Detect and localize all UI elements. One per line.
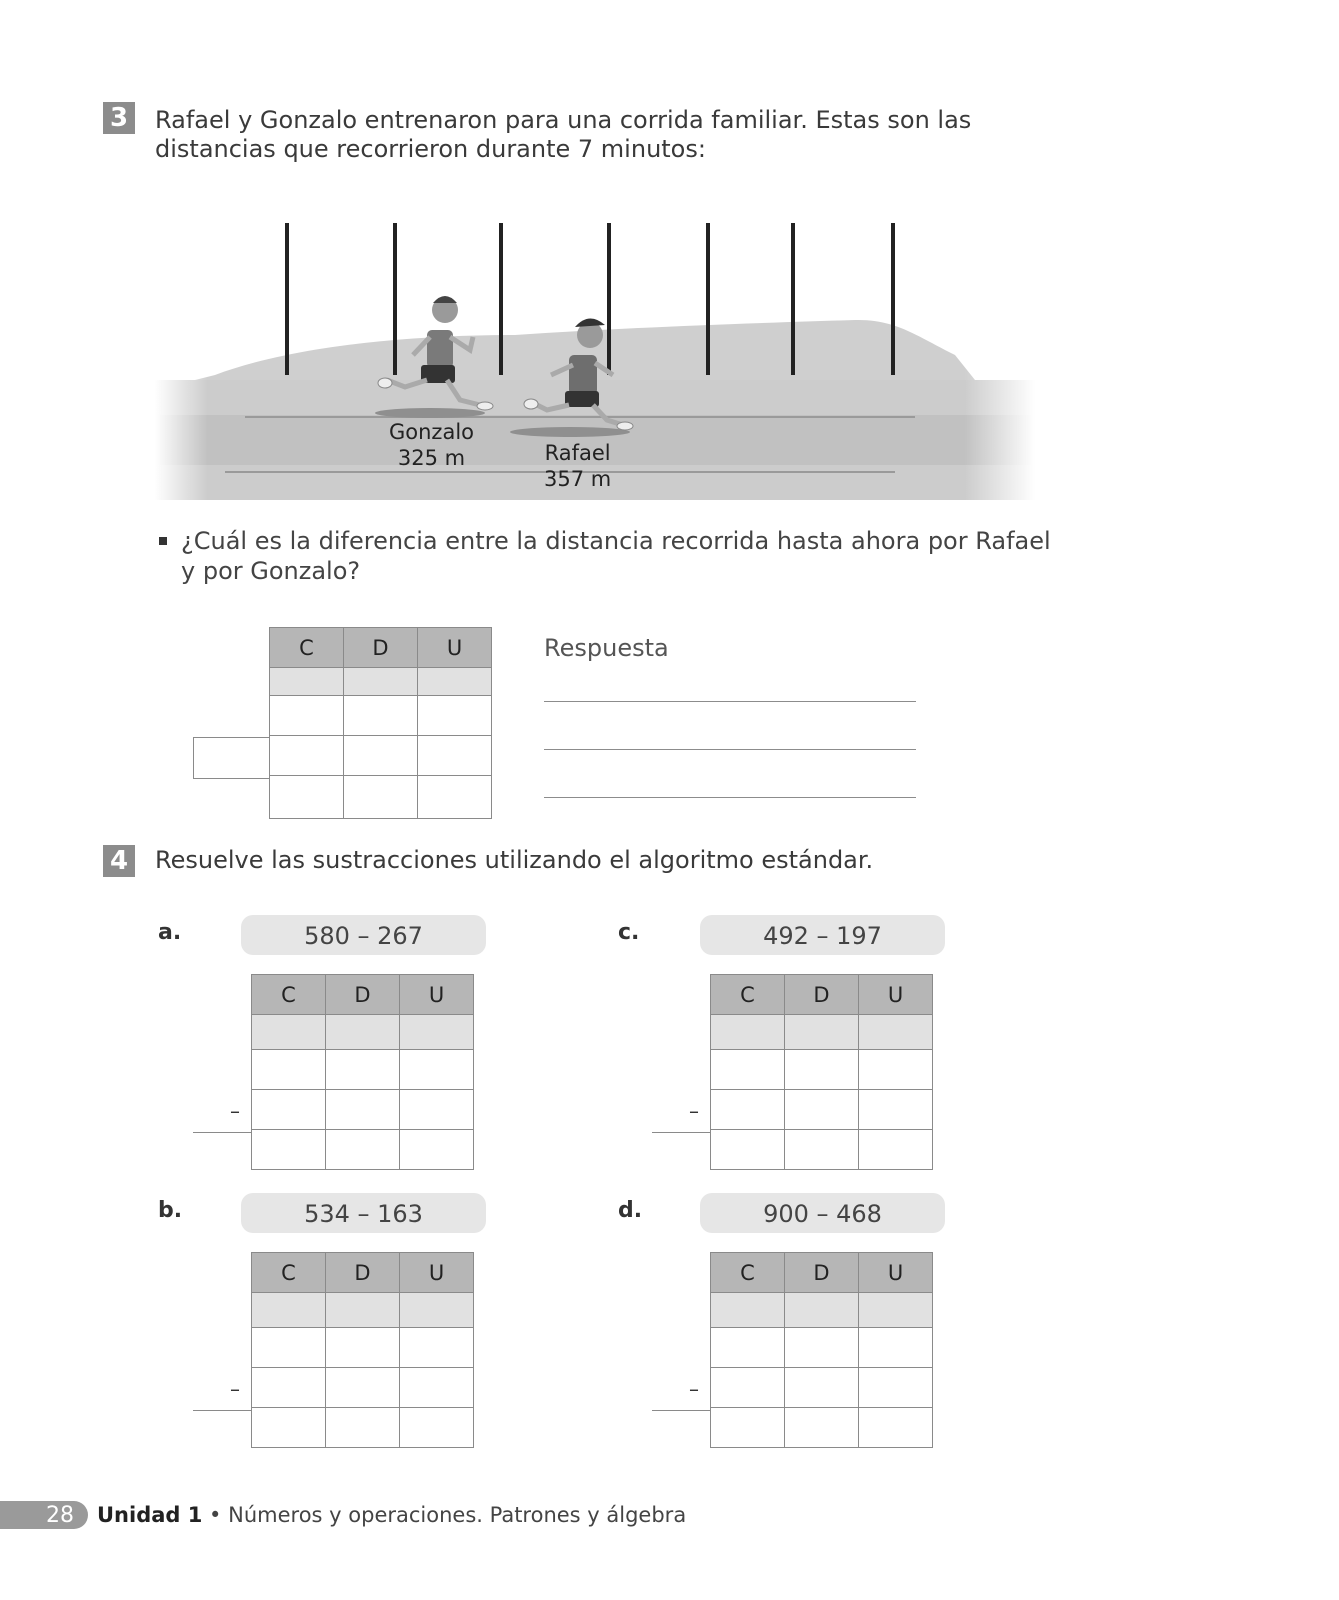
header-u: U <box>859 1253 933 1293</box>
subtrahend-cell[interactable] <box>418 736 492 776</box>
minuend-cell[interactable] <box>252 1050 326 1090</box>
item-a-minus-sign: – <box>230 1099 240 1123</box>
carry-cell[interactable] <box>344 668 418 696</box>
result-cell[interactable] <box>859 1408 933 1448</box>
exercise-4-prompt: Resuelve las sustracciones utilizando el algoritmo estándar. <box>155 846 874 874</box>
subtrahend-cell[interactable] <box>859 1368 933 1408</box>
item-d-letter: d. <box>618 1198 643 1223</box>
item-c-expression: 492 – 197 <box>700 915 945 955</box>
footer-bullet: • <box>209 1503 222 1527</box>
subtrahend-cell[interactable] <box>400 1090 474 1130</box>
rafael-distance: 357 m <box>544 467 612 491</box>
question-bullet <box>159 537 167 545</box>
minuend-cell[interactable] <box>785 1050 859 1090</box>
question-line1: ¿Cuál es la diferencia entre la distancia recorrida hasta ahora por Rafael <box>181 527 1051 555</box>
answer-line-1[interactable] <box>544 701 916 702</box>
item-c-letter: c. <box>618 920 640 945</box>
exercise-4-number: 4 <box>103 845 135 877</box>
result-cell[interactable] <box>400 1408 474 1448</box>
minuend-cell[interactable] <box>326 1328 400 1368</box>
gonzalo-name: Gonzalo <box>389 420 475 444</box>
carry-cell[interactable] <box>859 1015 933 1050</box>
header-d: D <box>326 975 400 1015</box>
carry-cell[interactable] <box>785 1015 859 1050</box>
minuend-cell[interactable] <box>344 696 418 736</box>
minuend-cell[interactable] <box>270 696 344 736</box>
header-c: C <box>711 1253 785 1293</box>
carry-cell[interactable] <box>711 1293 785 1328</box>
item-d-minus-line <box>652 1410 710 1411</box>
carry-cell[interactable] <box>400 1015 474 1050</box>
page-number: 28 <box>0 1501 88 1529</box>
carry-cell[interactable] <box>270 668 344 696</box>
result-cell[interactable] <box>785 1408 859 1448</box>
header-c: C <box>711 975 785 1015</box>
subtrahend-cell[interactable] <box>252 1090 326 1130</box>
carry-cell[interactable] <box>711 1015 785 1050</box>
item-c-minus-sign: – <box>689 1099 699 1123</box>
rafael-name: Rafael <box>544 441 611 465</box>
item-a-minus-line <box>193 1132 251 1133</box>
subtrahend-cell[interactable] <box>400 1368 474 1408</box>
result-cell[interactable] <box>859 1130 933 1170</box>
subtrahend-cell[interactable] <box>326 1090 400 1130</box>
header-c: C <box>252 1253 326 1293</box>
header-u: U <box>400 1253 474 1293</box>
subtrahend-cell[interactable] <box>785 1368 859 1408</box>
footer-subtitle: Números y operaciones. Patrones y álgebra <box>228 1503 687 1527</box>
header-d: D <box>344 628 418 668</box>
minuend-cell[interactable] <box>400 1050 474 1090</box>
item-d-expression: 900 – 468 <box>700 1193 945 1233</box>
carry-cell[interactable] <box>252 1293 326 1328</box>
header-u: U <box>400 975 474 1015</box>
header-u: U <box>859 975 933 1015</box>
answer-line-3[interactable] <box>544 797 916 798</box>
result-cell[interactable] <box>418 776 492 819</box>
result-cell[interactable] <box>252 1130 326 1170</box>
subtrahend-cell[interactable] <box>344 736 418 776</box>
subtrahend-cell[interactable] <box>270 736 344 776</box>
item-b-letter: b. <box>158 1198 183 1223</box>
minuend-cell[interactable] <box>859 1328 933 1368</box>
item-a-expression: 580 – 267 <box>241 915 486 955</box>
subtrahend-cell[interactable] <box>326 1368 400 1408</box>
minuend-cell[interactable] <box>859 1050 933 1090</box>
item-a-letter: a. <box>158 920 182 945</box>
header-d: D <box>785 1253 859 1293</box>
item-c-minus-line <box>652 1132 710 1133</box>
item-d-table <box>710 1252 933 1448</box>
header-d: D <box>326 1253 400 1293</box>
subtrahend-cell[interactable] <box>711 1090 785 1130</box>
carry-cell[interactable] <box>252 1015 326 1050</box>
gonzalo-label <box>389 419 474 471</box>
result-cell[interactable] <box>711 1408 785 1448</box>
header-c: C <box>252 975 326 1015</box>
carry-cell[interactable] <box>326 1293 400 1328</box>
minuend-cell[interactable] <box>711 1328 785 1368</box>
rafael-label <box>544 440 611 492</box>
subtrahend-cell[interactable] <box>711 1368 785 1408</box>
operation-sign-box[interactable] <box>193 737 270 779</box>
minuend-cell[interactable] <box>326 1050 400 1090</box>
minuend-cell[interactable] <box>418 696 492 736</box>
header-d: D <box>785 975 859 1015</box>
carry-cell[interactable] <box>785 1293 859 1328</box>
exercise-3-number: 3 <box>103 102 135 134</box>
carry-cell[interactable] <box>326 1015 400 1050</box>
exercise-3-place-value-table <box>269 627 492 819</box>
footer-unit: Unidad 1 <box>97 1503 203 1527</box>
result-cell[interactable] <box>326 1408 400 1448</box>
subtrahend-cell[interactable] <box>859 1090 933 1130</box>
carry-cell[interactable] <box>418 668 492 696</box>
item-d-minus-sign: – <box>689 1377 699 1401</box>
result-cell[interactable] <box>344 776 418 819</box>
item-b-table <box>251 1252 474 1448</box>
running-track-illustration <box>155 215 1035 515</box>
footer-text <box>97 1501 686 1530</box>
result-cell[interactable] <box>326 1130 400 1170</box>
result-cell[interactable] <box>785 1130 859 1170</box>
answer-label: Respuesta <box>544 634 669 662</box>
answer-line-2[interactable] <box>544 749 916 750</box>
result-cell[interactable] <box>270 776 344 819</box>
carry-cell[interactable] <box>400 1293 474 1328</box>
question-line2: y por Gonzalo? <box>181 557 361 585</box>
item-b-minus-sign: – <box>230 1377 240 1401</box>
exercise-3-prompt-line1: Rafael y Gonzalo entrenaron para una corrida familiar. Estas son las <box>155 106 972 134</box>
exercise-3-prompt-line2: distancias que recorrieron durante 7 minutos: <box>155 135 706 163</box>
result-cell[interactable] <box>400 1130 474 1170</box>
minuend-cell[interactable] <box>785 1328 859 1368</box>
result-cell[interactable] <box>711 1130 785 1170</box>
result-cell[interactable] <box>252 1408 326 1448</box>
subtrahend-cell[interactable] <box>785 1090 859 1130</box>
minuend-cell[interactable] <box>711 1050 785 1090</box>
item-b-minus-line <box>193 1410 251 1411</box>
subtrahend-cell[interactable] <box>252 1368 326 1408</box>
item-c-table <box>710 974 933 1170</box>
minuend-cell[interactable] <box>400 1328 474 1368</box>
header-c: C <box>270 628 344 668</box>
item-a-table <box>251 974 474 1170</box>
header-u: U <box>418 628 492 668</box>
gonzalo-distance: 325 m <box>397 446 466 470</box>
item-b-expression: 534 – 163 <box>241 1193 486 1233</box>
minuend-cell[interactable] <box>252 1328 326 1368</box>
carry-cell[interactable] <box>859 1293 933 1328</box>
